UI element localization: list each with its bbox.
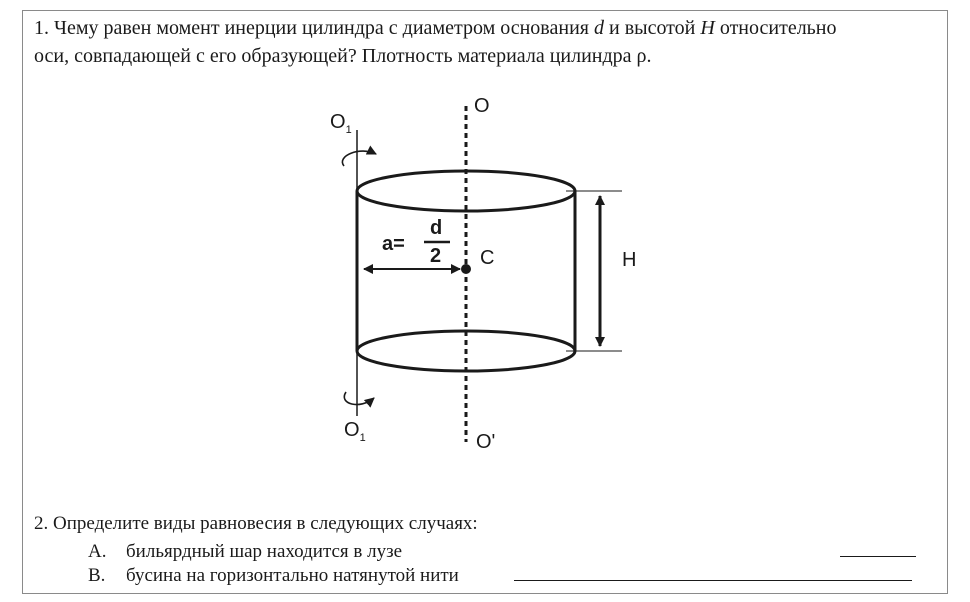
question-1-text: и высотой — [603, 17, 701, 39]
label-O-prime: O' — [476, 431, 496, 453]
option-letter: А. — [88, 541, 107, 562]
label-d: d — [430, 217, 443, 239]
label-C: C — [480, 247, 495, 269]
question-1-line-1 — [34, 14, 934, 42]
answer-blank-a[interactable] — [840, 556, 916, 557]
question-2-title: 2. Определите виды равновесия в следующих случаях: — [34, 513, 478, 534]
option-text: бильярдный шар находится в лузе — [126, 541, 403, 562]
option-a — [88, 540, 402, 564]
question-1-text: 1. Чему равен момент инерции цилиндра с диаметром основания — [34, 17, 594, 39]
label-O1-subscript: 1 — [345, 124, 352, 136]
option-text: бусина на горизонтально натянутой нити — [126, 565, 459, 586]
center-point — [461, 264, 471, 274]
option-b — [88, 564, 459, 588]
label-O1-bottom — [344, 419, 366, 444]
option-letter: В. — [88, 565, 106, 586]
question-1 — [34, 14, 934, 70]
variable-H: H — [700, 17, 715, 39]
label-H: H — [622, 249, 637, 271]
question-1-line-2: оси, совпадающей с его образующей? Плотность материала цилиндра ρ. — [34, 45, 652, 67]
label-O1-letter: O — [330, 111, 346, 133]
rotation-arrow-top-icon — [342, 151, 376, 166]
cylinder-diagram — [300, 86, 680, 476]
label-O1-top — [330, 111, 352, 136]
rotation-arrow-bottom-icon — [344, 392, 374, 405]
label-O1-bottom-letter: O — [344, 419, 360, 441]
answer-blank-b[interactable] — [514, 580, 912, 581]
variable-d: d — [593, 17, 604, 39]
label-O-top: O — [474, 95, 490, 117]
question-1-text: относительно — [714, 17, 837, 39]
question-2 — [34, 512, 934, 586]
label-a-equals: a= — [382, 233, 405, 255]
label-2: 2 — [430, 245, 442, 267]
label-O1-bottom-subscript: 1 — [359, 432, 366, 444]
